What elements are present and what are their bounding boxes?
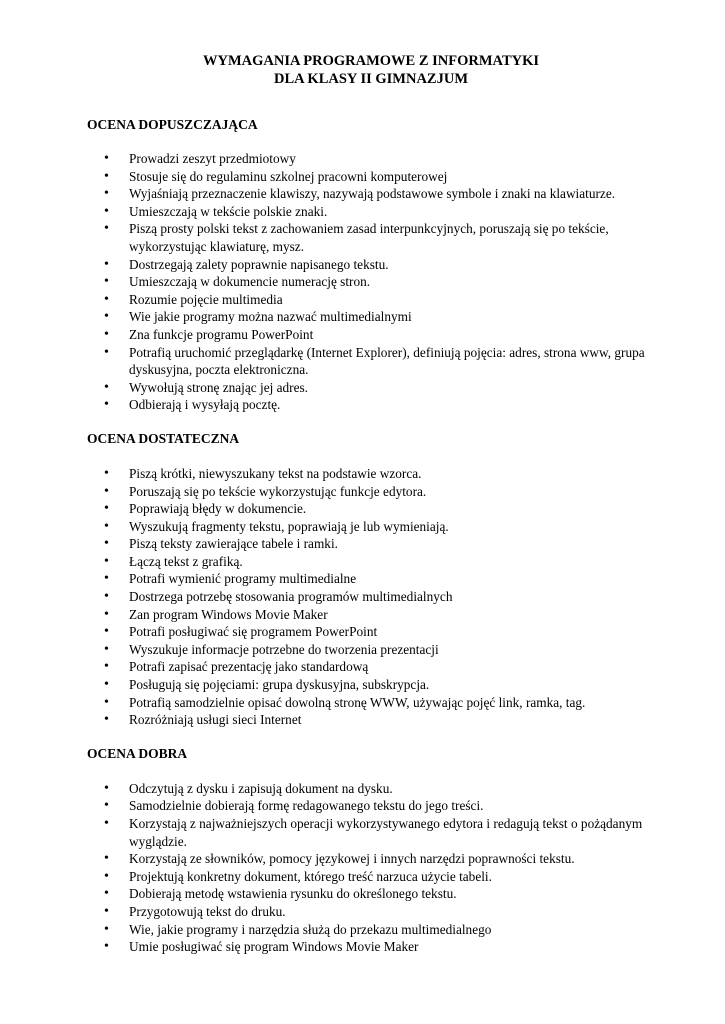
list-item: • Wywołują stronę znając jej adres.	[87, 379, 655, 397]
list-item: • Korzystają ze słowników, pomocy językowej i innych narzędzi poprawności tekstu.	[87, 850, 655, 868]
section-heading-dobra: OCENA DOBRA	[87, 745, 188, 761]
list-item: • Poruszają się po tekście wykorzystując funkcje edytora.	[87, 483, 655, 501]
list-item: • Zna funkcje programu PowerPoint	[87, 326, 655, 344]
requirements-list-dopuszczajaca	[87, 150, 655, 414]
list-item: • Odczytują z dysku i zapisują dokument na dysku.	[87, 780, 655, 798]
list-item: • Umie posługiwać się program Windows Movie Maker	[87, 938, 655, 956]
list-item: • Wyjaśniają przeznaczenie klawiszy, nazywają podstawowe symbole i znaki na klawiaturze.	[87, 185, 655, 203]
list-item: • Zan program Windows Movie Maker	[87, 606, 655, 624]
list-item: • Rozróżniają usługi sieci Internet	[87, 711, 655, 729]
requirements-list-dostateczna	[87, 465, 655, 729]
list-item: • Piszą prosty polski tekst z zachowaniem zasad interpunkcyjnych, poruszają się po tekście, wykorzystując klawiaturę, mysz.	[87, 220, 655, 255]
list-item: • Dostrzega potrzebę stosowania programów multimedialnych	[87, 588, 655, 606]
document-title	[87, 52, 655, 88]
list-item: • Piszą krótki, niewyszukany tekst na podstawie wzorca.	[87, 465, 655, 483]
list-item: • Prowadzi zeszyt przedmiotowy	[87, 150, 655, 168]
list-item: • Odbierają i wysyłają pocztę.	[87, 396, 655, 414]
list-item: • Umieszczają w tekście polskie znaki.	[87, 203, 655, 221]
list-item: • Posługują się pojęciami: grupa dyskusyjna, subskrypcja.	[87, 676, 655, 694]
list-item: • Wie jakie programy można nazwać multimedialnymi	[87, 308, 655, 326]
list-item: • Projektują konkretny dokument, którego treść narzuca użycie tabeli.	[87, 868, 655, 886]
title-line-2: DLA KLASY II GIMNAZJUM	[273, 71, 469, 87]
list-item: • Przygotowują tekst do druku.	[87, 903, 655, 921]
list-item: • Dobierają metodę wstawienia rysunku do określonego tekstu.	[87, 885, 655, 903]
list-item: • Potrafi posługiwać się programem PowerPoint	[87, 623, 655, 641]
list-item: • Łączą tekst z grafiką.	[87, 553, 655, 571]
list-item: • Rozumie pojęcie multimedia	[87, 291, 655, 309]
list-item: • Dostrzegają zalety poprawnie napisanego tekstu.	[87, 256, 655, 274]
list-item: • Poprawiają błędy w dokumencie.	[87, 500, 655, 518]
list-item: • Samodzielnie dobierają formę redagowanego tekstu do jego treści.	[87, 797, 655, 815]
list-item: • Wyszukują fragmenty tekstu, poprawiają je lub wymieniają.	[87, 518, 655, 536]
list-item: • Potrafi zapisać prezentację jako standardową	[87, 658, 655, 676]
section-heading-dostateczna: OCENA DOSTATECZNA	[87, 430, 240, 446]
list-item: • Korzystają z najważniejszych operacji wykorzystywanego edytora i redagują tekst o pożądanym wyglądzie.	[87, 815, 655, 850]
list-item: • Potrafią samodzielnie opisać dowolną stronę WWW, używając pojęć link, ramka, tag.	[87, 694, 655, 712]
list-item: • Wyszukuje informacje potrzebne do tworzenia prezentacji	[87, 641, 655, 659]
list-item: • Stosuje się do regulaminu szkolnej pracowni komputerowej	[87, 168, 655, 186]
list-item: • Piszą teksty zawierające tabele i ramki.	[87, 535, 655, 553]
section-heading-dopuszczajaca: OCENA DOPUSZCZAJĄCA	[87, 117, 258, 132]
list-item: • Potrafią uruchomić przeglądarkę (Internet Explorer), definiują pojęcia: adres, strona www, grupa dyskusyjna, poczta elektroniczna.	[87, 344, 655, 379]
list-item: • Potrafi wymienić programy multimedialne	[87, 570, 655, 588]
requirements-list-dobra	[87, 780, 655, 956]
list-item: • Wie, jakie programy i narzędzia służą do przekazu multimedialnego	[87, 921, 655, 939]
title-line-1: WYMAGANIA PROGRAMOWE Z INFORMATYKI	[202, 53, 540, 69]
list-item: • Umieszczają w dokumencie numerację stron.	[87, 273, 655, 291]
